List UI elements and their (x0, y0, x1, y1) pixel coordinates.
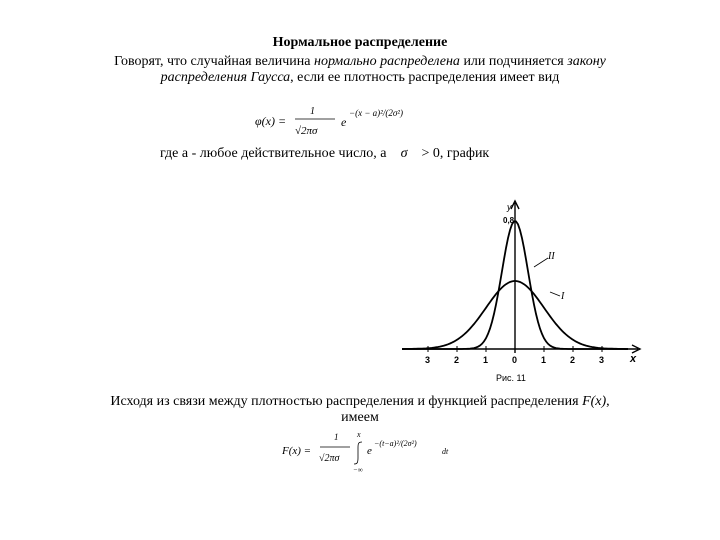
cdf-formula (282, 428, 472, 474)
y-tick-label: 0,8 (503, 216, 515, 225)
conclusion-text-2: имеем (341, 410, 379, 425)
x-axis-label: x (630, 353, 637, 365)
intro-text-2: или подчиняется (459, 54, 568, 69)
conclusion-text: Исходя из связи между плотностью распределения и функцией распределения (110, 394, 583, 409)
x-tick-label: 3 (599, 355, 605, 365)
density-denominator: √2πσ (295, 125, 318, 137)
x-tick-label: 2 (454, 355, 460, 365)
intro-emph-1: нормально распределена (314, 54, 460, 69)
intro-emph-2: закону (567, 54, 606, 69)
where-text-after: > 0, график (421, 146, 490, 161)
where-text: где a - любое действительное число, а (160, 146, 387, 161)
conclusion-emph: F(x) (582, 394, 607, 409)
density-lhs: φ(x) = (255, 114, 287, 128)
conclusion-punct: , (606, 394, 610, 409)
integral-sign (354, 442, 362, 464)
x-tick-label: 3 (425, 355, 431, 365)
conclusion-paragraph (60, 394, 660, 426)
density-formula (255, 100, 425, 140)
curve-label-leader-ii (534, 258, 548, 267)
intro-paragraph (60, 54, 660, 86)
density-numerator: 1 (310, 106, 315, 117)
intro-emph-3: распределения Гаусса (160, 70, 291, 85)
intro-text-1: Говорят, что случайная величина (114, 54, 315, 69)
x-tick-label: 0 (512, 355, 518, 365)
gaussian-figure (400, 195, 645, 385)
cdf-lhs: F(x) = (282, 445, 312, 457)
density-exp-base: e (341, 115, 347, 129)
intro-text-3: , если ее плотность распределения имеет вид (290, 70, 560, 85)
where-line (160, 146, 489, 162)
density-exponent: −(x − a)²/(2σ²) (349, 108, 403, 118)
cdf-upper-limit: x (357, 430, 361, 439)
cdf-lower-limit: −∞ (353, 466, 363, 474)
curve-label-leader-i (550, 292, 560, 296)
cdf-dt: dt (442, 447, 449, 456)
x-tick-label: 2 (570, 355, 576, 365)
curve-label-ii: II (548, 251, 555, 262)
cdf-exp-base: e (367, 445, 372, 457)
figure-caption: Рис. 11 (496, 373, 526, 383)
cdf-exponent: −(t−a)²/(2σ²) (374, 439, 417, 448)
sigma-symbol: σ (400, 146, 408, 161)
x-tick-label: 1 (541, 355, 547, 365)
cdf-numerator: 1 (334, 432, 339, 442)
x-tick-label: 1 (483, 355, 489, 365)
cdf-denominator: √2πσ (319, 453, 340, 464)
page-title: Нормальное распределение (272, 35, 448, 50)
y-axis-label: y (507, 202, 512, 212)
curve-label-i: I (561, 291, 565, 302)
